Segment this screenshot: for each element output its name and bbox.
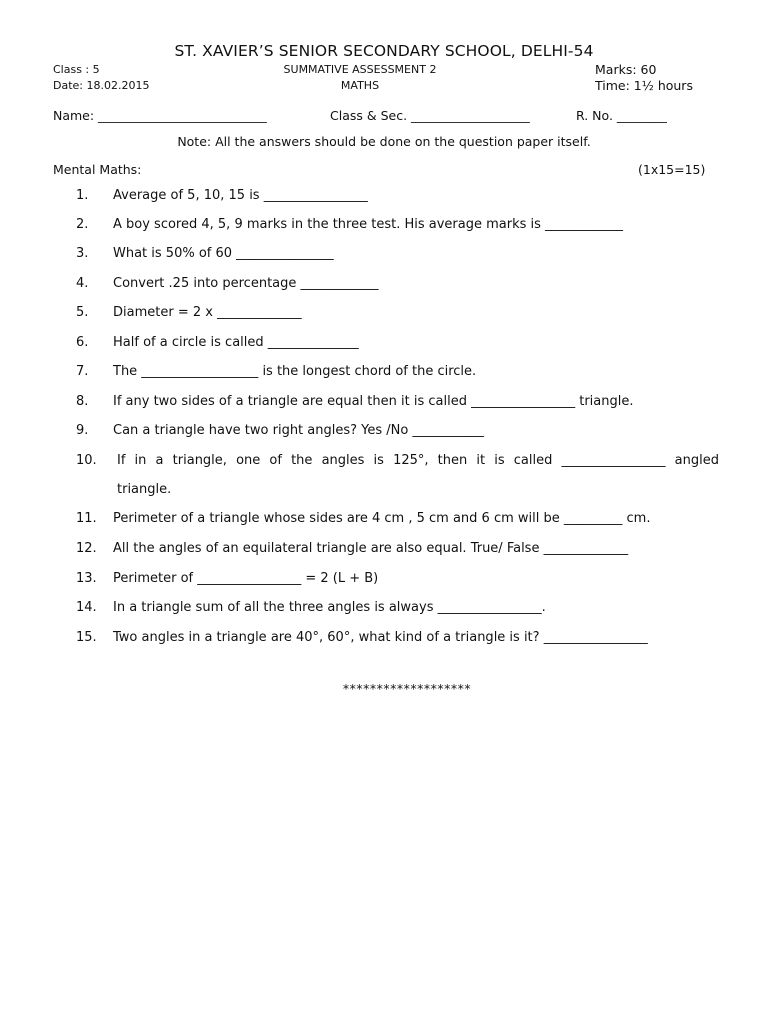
question-text: Half of a circle is called ______________	[113, 335, 359, 350]
question-number: 6.	[76, 335, 89, 350]
question-text: The __________________ is the longest chord of the circle.	[113, 364, 477, 379]
question-text: All the angles of an equilateral triangle are also equal. True/ False _____________	[113, 541, 629, 556]
roll-no-field: R. No. ________	[576, 108, 667, 123]
end-of-paper-divider: *******************	[342, 681, 472, 696]
marks-label: Marks: 60	[595, 62, 657, 77]
question-number: 3.	[76, 246, 89, 261]
class-sec-field: Class & Sec. ___________________	[330, 108, 530, 123]
question-number: 11.	[76, 511, 97, 526]
question-number: 14.	[76, 600, 97, 615]
question-text: A boy scored 4, 5, 9 marks in the three test. His average marks is ____________	[113, 217, 624, 232]
question-number: 9.	[76, 423, 89, 438]
question-text: What is 50% of 60 _______________	[113, 246, 334, 261]
question-number: 1.	[76, 188, 89, 203]
exam-title: SUMMATIVE ASSESSMENT 2	[283, 63, 437, 76]
question-text: If in a triangle, one of the angles is 125°, then it is called ________________ angled	[117, 453, 719, 468]
question-text: Two angles in a triangle are 40°, 60°, what kind of a triangle is it? ________________	[113, 630, 648, 645]
subject-label: MATHS	[340, 79, 380, 92]
question-number: 2.	[76, 217, 89, 232]
school-title: ST. XAVIER’S SENIOR SECONDARY SCHOOL, DELHI-54	[174, 42, 594, 60]
section-title: Mental Maths:	[53, 162, 142, 177]
question-number: 7.	[76, 364, 89, 379]
instruction-note: Note: All the answers should be done on the question paper itself.	[177, 134, 591, 149]
date-label: Date: 18.02.2015	[53, 79, 150, 92]
question-number: 5.	[76, 305, 89, 320]
question-text: Perimeter of a triangle whose sides are 4 cm , 5 cm and 6 cm will be _________ cm.	[113, 511, 651, 526]
question-text: Convert .25 into percentage ____________	[113, 276, 379, 291]
question-text-continuation: triangle.	[117, 482, 172, 497]
section-marks: (1x15=15)	[638, 162, 706, 177]
question-text: Diameter = 2 x _____________	[113, 305, 302, 320]
question-text: In a triangle sum of all the three angles is always ________________.	[113, 600, 546, 615]
question-text: Perimeter of ________________ = 2 (L + B)	[113, 571, 379, 586]
time-label: Time: 1½ hours	[595, 78, 693, 93]
class-label: Class : 5	[53, 63, 100, 76]
question-text: Average of 5, 10, 15 is ________________	[113, 188, 368, 203]
question-text: If any two sides of a triangle are equal then it is called ________________ triangle.	[113, 394, 634, 409]
question-number: 12.	[76, 541, 97, 556]
question-text: Can a triangle have two right angles? Yes /No ___________	[113, 423, 484, 438]
question-number: 15.	[76, 630, 97, 645]
name-field: Name: ___________________________	[53, 108, 267, 123]
question-number: 8.	[76, 394, 89, 409]
question-number: 13.	[76, 571, 97, 586]
question-number: 10.	[76, 453, 97, 468]
question-number: 4.	[76, 276, 89, 291]
